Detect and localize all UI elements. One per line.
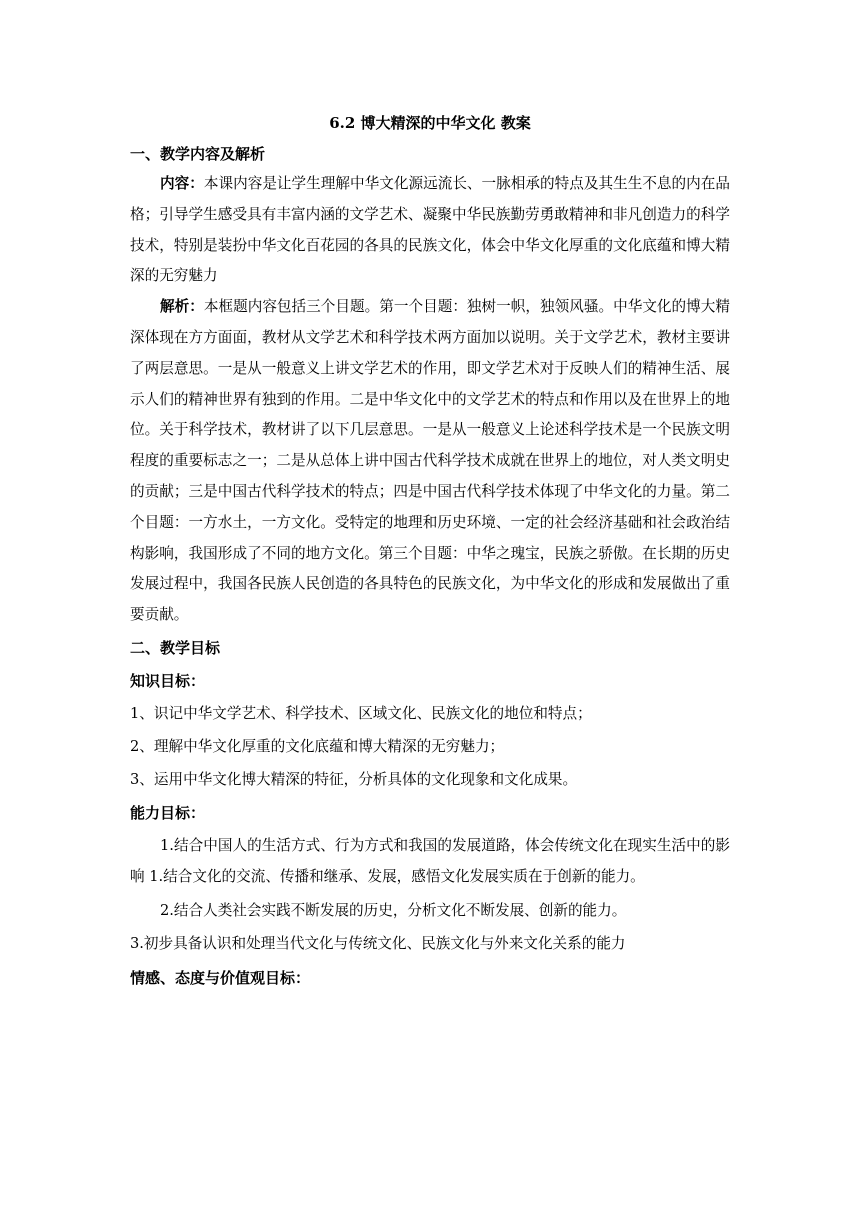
content-lead: 内容：: [160, 175, 204, 192]
document-title: 6.2 博大精深的中华文化 教案: [329, 114, 531, 132]
emotion-goals-heading: 情感、态度与价值观目标：: [130, 969, 311, 988]
section-heading-content: 一、教学内容及解析: [130, 145, 266, 163]
knowledge-goals-heading: 知识目标：: [130, 671, 206, 690]
ability-goals-heading: 能力目标：: [130, 803, 206, 822]
section-heading-goals: 二、教学目标: [130, 638, 221, 657]
content-paragraph: [130, 169, 730, 292]
knowledge-item: 2、理解中华文化厚重的文化底蕴和博大精深的无穷魅力；: [130, 737, 505, 755]
ability-item: 3.初步具备认识和处理当代文化与传统文化、民族文化与外来文化关系的能力: [130, 935, 626, 953]
analysis-lead: 解析：: [160, 298, 204, 316]
ability-item: 2.结合人类社会实践不断发展的历史，分析文化不断发展、创新的能力。: [160, 901, 627, 919]
analysis-paragraph: [130, 292, 730, 631]
analysis-text: 本框题内容包括三个目题。第一个目题：独树一帜，独领风骚。中华文化的博大精深体现在方方面面，教材从文学艺术和科学技术两方面加以说明。关于文学艺术，教材主要讲了两层意思。一是从一般意义上讲文学艺术的作用，即文学艺术对于反映人们的精神生活、展示人们的精神世界有独到的作用。二是中华文化中的文学艺术的特点和作用以及在世界上的地位。关于科学技术，教材讲了以下几层意思。一是从一般意义上论述科学技术是一个民族文明程度的重要标志之一；二是从总体上讲中国古代科学技术成就在世界上的地位，对人类文明史的贡献；三是中国古代科学技术的特点；四是中国古代科学技术体现了中华文化的力量。第二个目题：一方水土，一方文化。受特定的地理和历史环境、一定的社会经济基础和社会政治结构影响，我国形成了不同的地方文化。第三个目题：中华之瑰宝，民族之骄傲。在长期的历史发展过程中，我国各民族人民创造的各具特色的民族文化，为中华文化的形成和发展做出了重要贡献。: [130, 298, 730, 624]
ability-item: 1.结合中国人的生活方式、行为方式和我国的发展道路，体会传统文化在现实生活中的影响 1.结合文化的交流、传播和继承、发展，感悟文化发展实质在于创新的能力。: [130, 836, 730, 885]
knowledge-item: 1、识记中华文学艺术、科学技术、区域文化、民族文化的地位和特点；: [130, 704, 592, 722]
document-page: [130, 110, 730, 993]
knowledge-item: 3、运用中华文化博大精深的特征，分析具体的文化现象和文化成果。: [130, 770, 578, 788]
content-text: 本课内容是让学生理解中华文化源远流长、一脉相承的特点及其生生不息的内在品格；引导学生感受具有丰富内涵的文学艺术、凝聚中华民族勤劳勇敢精神和非凡创造力的科学技术，特别是装扮中华文化百花园的各具的民族文化，体会中华文化厚重的文化底蕴和博大精深的无穷魅力: [130, 175, 730, 285]
